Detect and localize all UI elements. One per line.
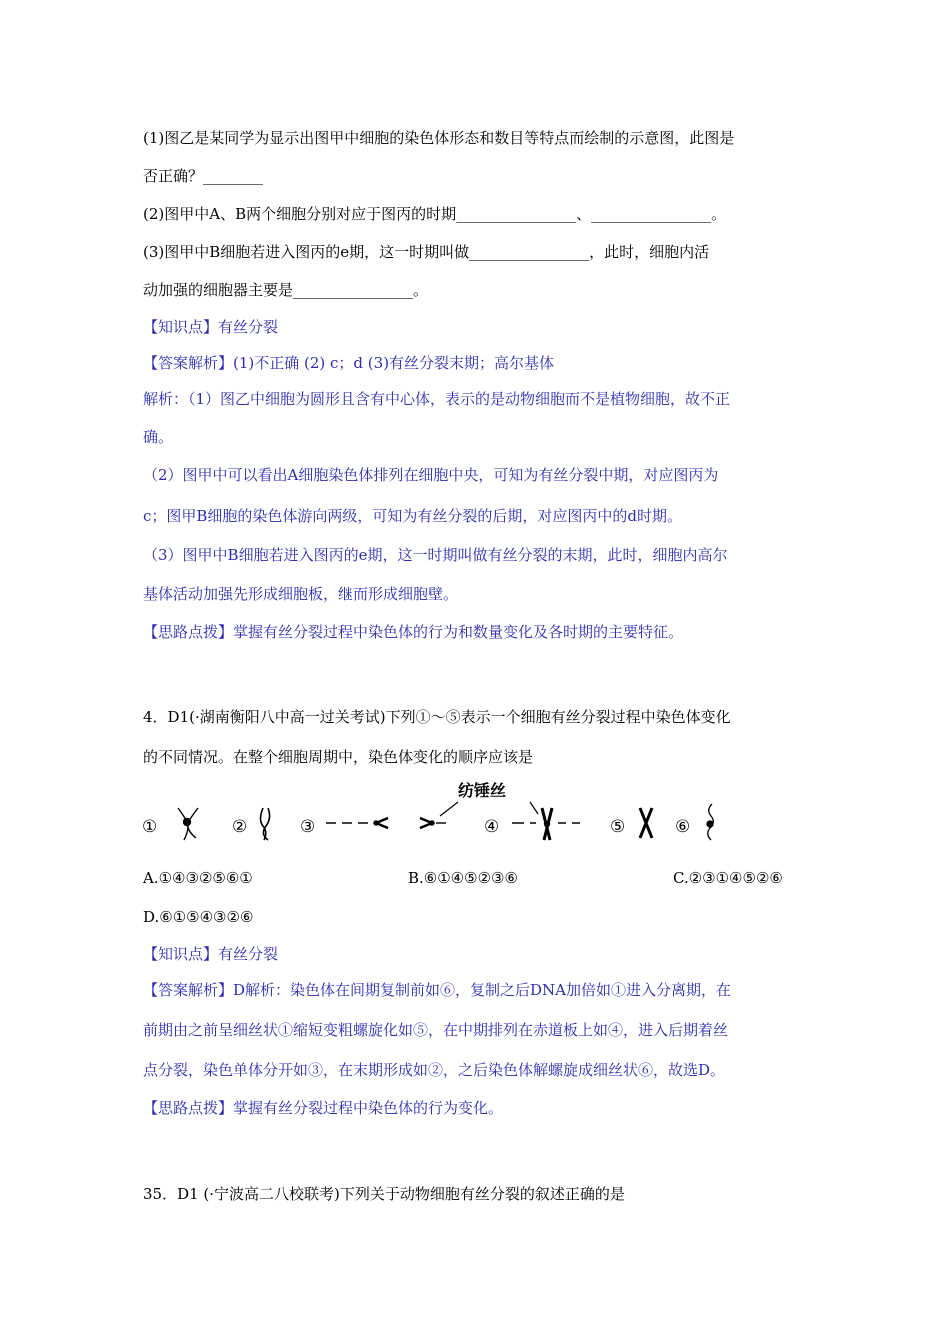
option-c[interactable]: C.②③①④⑤②⑥	[673, 869, 783, 887]
q4-answer-line2: 前期由之前呈细丝状①缩短变粗螺旋化如⑤，在中期排列在赤道板上如④，进入后期着丝	[143, 1021, 729, 1039]
q3-part1-line2: 否正确？________	[143, 167, 264, 185]
spindle-label: 纺锤丝	[458, 781, 507, 800]
q3-answer: 【答案解析】(1)不正确 (2) c；d (3)有丝分裂末期；高尔基体	[143, 354, 555, 372]
q3-part3-line1: (3)图甲中B细胞若进入图丙的e期，这一时期叫做________________，此时，细胞内活	[143, 243, 710, 261]
q3-part1-line1: (1)图乙是某同学为显示出图甲中细胞的染色体形态和数目等特点而绘制的示意图，此图是	[143, 129, 735, 147]
q3-tip: 【思路点拨】掌握有丝分裂过程中染色体的行为和数量变化及各时期的主要特征。	[143, 623, 684, 641]
figure-label-5: ⑤	[610, 817, 626, 837]
option-d[interactable]: D.⑥①⑤④③②⑥	[143, 908, 254, 926]
chromosome-1	[178, 808, 198, 840]
q3-part3-line2: 动加强的细胞器主要是________________。	[143, 281, 429, 299]
q3-explanation-1-line1: 解析：（1）图乙中细胞为圆形且含有中心体，表示的是动物细胞而不是植物细胞，故不正	[143, 390, 731, 408]
q3-explanation-2-line2: c；图甲B细胞的染色体游向两级，可知为有丝分裂的后期，对应图丙中的d时期。	[143, 507, 683, 525]
figure-label-1: ①	[142, 817, 158, 837]
option-a[interactable]: A.①④③②⑤⑥①	[143, 869, 253, 887]
q3-explanation-1-line2: 确。	[143, 428, 174, 446]
chromosome-figure	[140, 778, 720, 842]
figure-label-3: ③	[300, 817, 316, 837]
figure-label-4: ④	[484, 817, 500, 837]
q4-stem-line1: 4．D1(·湖南衡阳八中高一过关考试)下列①～⑤表示一个细胞有丝分裂过程中染色体变化	[143, 708, 731, 726]
q4-answer-line1: 【答案解析】D解析：染色体在间期复制前如⑥，复制之后DNA加倍如①进入分离期，在	[143, 981, 732, 999]
q4-answer-line3: 点分裂，染色单体分开如③，在末期形成如②，之后染色体解螺旋成细丝状⑥，故选D。	[143, 1061, 726, 1079]
figure-label-6: ⑥	[675, 817, 691, 837]
spindle-pointer-lines	[440, 802, 538, 816]
q3-explanation-3-line1: （3）图甲中B细胞若进入图丙的e期，这一时期叫做有丝分裂的末期，此时，细胞内高尔	[143, 546, 728, 564]
option-b[interactable]: B.⑥①④⑤②③⑥	[408, 869, 518, 887]
q3-part2: (2)图甲中A、B两个细胞分别对应于图丙的时期________________、________________。	[143, 205, 727, 223]
q4-tip: 【思路点拨】掌握有丝分裂过程中染色体的行为变化。	[143, 1099, 504, 1117]
chromosome-3	[326, 818, 446, 828]
q4-stem-line2: 的不同情况。在整个细胞周期中，染色体变化的顺序应该是	[143, 748, 534, 766]
q4-knowledge-point: 【知识点】有丝分裂	[143, 945, 279, 963]
q3-explanation-2-line1: （2）图甲中可以看出A细胞染色体排列在细胞中央，可知为有丝分裂中期，对应图丙为	[143, 466, 719, 484]
chromosome-6	[707, 804, 713, 840]
q35-stem: 35．D1 (·宁波高二八校联考)下列关于动物细胞有丝分裂的叙述正确的是	[143, 1185, 625, 1203]
chromosome-4	[512, 808, 580, 840]
q3-knowledge-point: 【知识点】有丝分裂	[143, 318, 279, 336]
figure-label-2: ②	[232, 817, 248, 837]
chromosome-5	[640, 808, 652, 838]
q3-explanation-3-line2: 基体活动加强先形成细胞板，继而形成细胞壁。	[143, 585, 459, 603]
chromosome-2	[261, 808, 270, 840]
